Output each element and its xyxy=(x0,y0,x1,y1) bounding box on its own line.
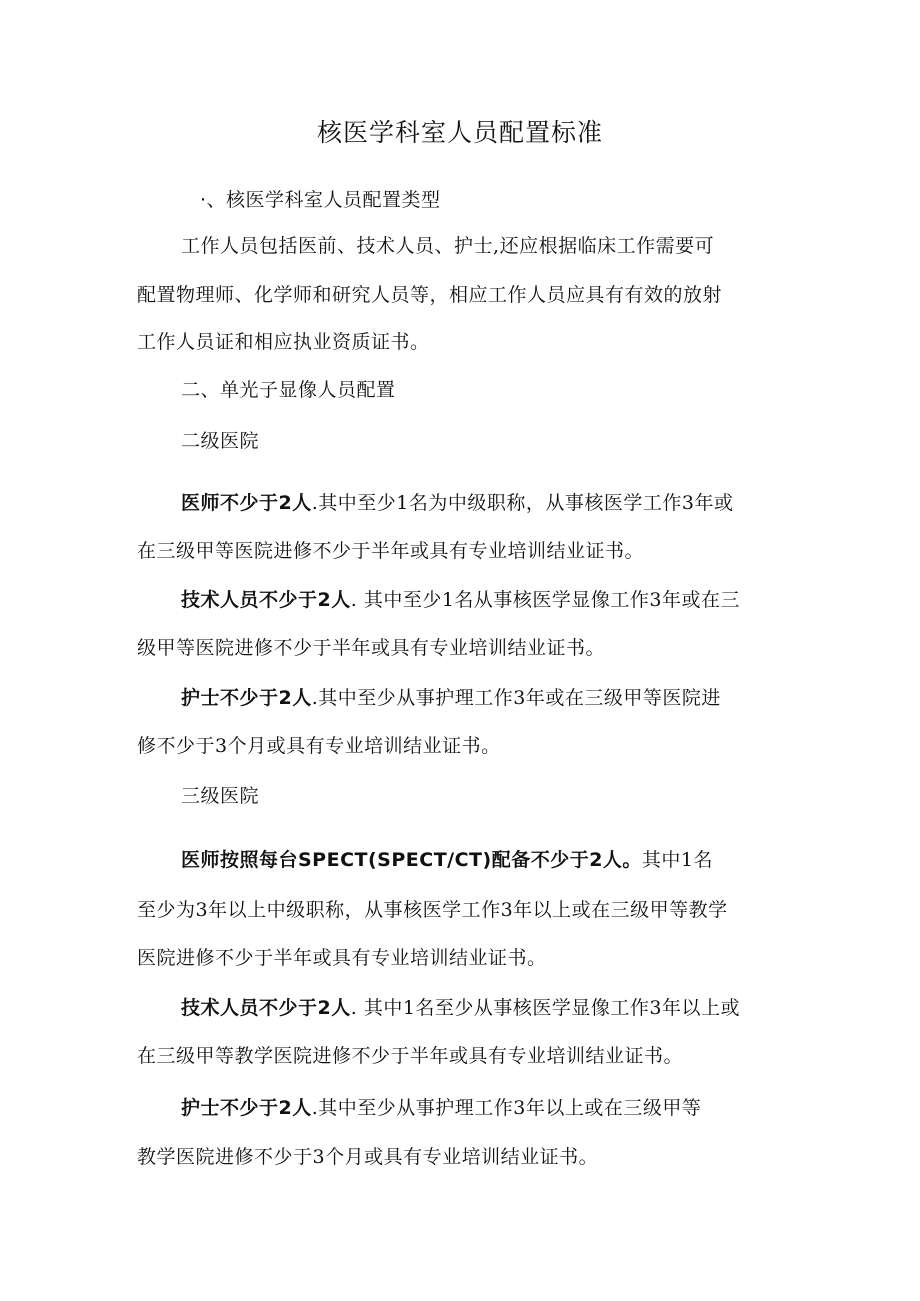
level3-heading: 三级医院 xyxy=(181,785,260,807)
level2-doctor-line1 xyxy=(181,489,733,517)
level3-tech-line1 xyxy=(181,994,740,1022)
text-run: . 其中至少1名从事核医学显像工作3年或在三 xyxy=(350,589,741,611)
text-run: 士,还应根据临床工作需要可 xyxy=(473,235,715,257)
level3-doctor-line2: 至少为3年以上中级职称，从事核医学工作3年以上或在三级甲等教学 xyxy=(137,899,728,921)
level3-tech-line2: 在三级甲等教学医院进修不少于半年或具有专业培训结业证书。 xyxy=(137,1045,684,1067)
text-run: ，相应工作人员应具有有效的放射 xyxy=(429,284,723,306)
text-run-emphasis: 医前、技术人员、护 xyxy=(298,235,474,257)
text-run-bold: 医师按照每台SPECT(SPECT/CT)配备不少于2人。 xyxy=(181,849,642,871)
section2-heading: 二、单光子显像人员配置 xyxy=(181,379,396,401)
text-run-bold: 护士不少于2人 xyxy=(181,1097,312,1119)
text-run: 工作人员包括 xyxy=(181,235,299,257)
section1-paragraph-line1 xyxy=(181,232,714,260)
level3-doctor-line3: 医院进修不少于半年或具有专业培训结业证书。 xyxy=(137,947,547,969)
text-run: .其中至少1名为中级职称，从事核医学工作3年或 xyxy=(311,492,734,514)
text-run-emphasis: 配置物理师、化学师和研究人员等 xyxy=(137,284,430,306)
text-run: .其中至少从事护理工作3年或在三级甲等医院进 xyxy=(311,687,721,709)
text-run-bold: 技术人员不少于2人 xyxy=(181,997,351,1019)
level2-nurse-line2: 修不少于3个月或具有专业培训结业证书。 xyxy=(137,735,501,757)
level2-nurse-line1 xyxy=(181,684,721,712)
level2-heading: 二级医院 xyxy=(181,430,260,452)
level3-doctor-line1 xyxy=(181,846,713,874)
section1-paragraph-line3: 工作人员证和相应执业资质证书。 xyxy=(137,331,430,353)
text-run: . 其中1名至少从事核医学显像工作3年以上或 xyxy=(350,997,740,1019)
text-run-bold: 技术人员不少于2 xyxy=(181,589,332,611)
document-title: 核医学科室人员配置标准 xyxy=(316,118,603,147)
level2-doctor-line2: 在三级甲等医院进修不少于半年或具有专业培训结业证书。 xyxy=(137,540,645,562)
text-run-bold: 人 xyxy=(331,589,351,611)
level3-nurse-line2: 教学医院进修不少于3个月或具有专业培训结业证书。 xyxy=(137,1146,599,1168)
text-run-bold: 护士不少于2人 xyxy=(181,687,312,709)
section1-heading: ·、核医学科室人员配置类型 xyxy=(200,189,441,211)
section1-paragraph-line2 xyxy=(137,281,722,309)
text-run-bold: 医师不少于2人 xyxy=(181,492,312,514)
text-run: .其中至少从事护理工作3年以上或在三级甲等 xyxy=(311,1097,702,1119)
text-run: 其中1名 xyxy=(641,849,714,871)
level2-tech-line2: 级甲等医院进修不少于半年或具有专业培训结业证书。 xyxy=(137,637,606,659)
level2-tech-line1 xyxy=(181,586,740,614)
level3-nurse-line1 xyxy=(181,1094,701,1122)
